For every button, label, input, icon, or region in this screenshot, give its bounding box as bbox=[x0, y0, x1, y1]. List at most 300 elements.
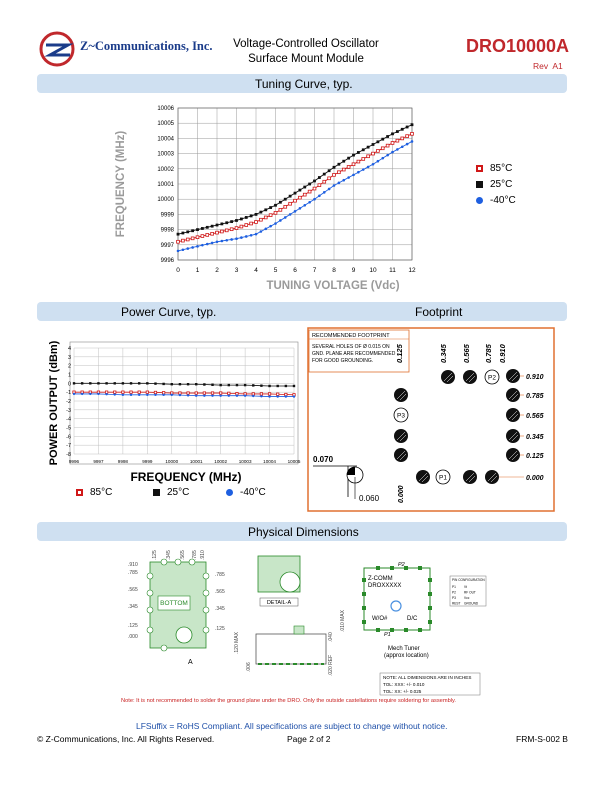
power-point bbox=[293, 395, 295, 397]
tuning-x-tick: 5 bbox=[273, 267, 278, 274]
power-y-tick: -4 bbox=[66, 416, 71, 423]
detail-a-label: DETAIL-A bbox=[266, 600, 292, 606]
tuning-point bbox=[196, 228, 199, 231]
power-point bbox=[138, 391, 140, 393]
power-point bbox=[203, 395, 205, 397]
origin-dim: 0.000 bbox=[398, 485, 405, 503]
castellation bbox=[362, 592, 366, 596]
pin-config-function: Vt bbox=[464, 585, 468, 589]
tuning-point bbox=[372, 163, 375, 166]
tuning-point bbox=[308, 201, 311, 204]
tuning-point bbox=[337, 163, 340, 166]
tuning-point bbox=[298, 189, 301, 192]
tuning-point bbox=[235, 219, 238, 222]
power-point bbox=[179, 392, 181, 394]
compliance-note: LFSuffix = RoHS Compliant. All specifications are subject to change without notice. bbox=[136, 721, 448, 731]
tuning-point bbox=[333, 184, 336, 187]
castellation bbox=[147, 627, 153, 633]
tuning-point bbox=[289, 202, 292, 205]
tuning-point bbox=[177, 233, 180, 236]
castellation bbox=[428, 620, 432, 624]
tuning-point bbox=[274, 222, 277, 225]
side-dim-height: .120 MAX bbox=[234, 632, 240, 654]
footprint-box-title: RECOMMENDED FOOTPRINT bbox=[312, 333, 390, 339]
power-point bbox=[252, 384, 254, 386]
footprint-box-note: SEVERAL HOLES OF Ø 0.015 ON GND. PLANE ARE RECOMMENDED FOR GOOD GROUNDING. bbox=[312, 344, 396, 364]
power-point bbox=[268, 385, 270, 387]
power-point bbox=[179, 383, 181, 385]
castellation bbox=[390, 566, 394, 570]
power-point bbox=[146, 394, 148, 396]
tuning-y-tick: 10000 bbox=[157, 197, 174, 204]
top-view-dc: D/C bbox=[407, 616, 418, 622]
svg-text:.785: .785 bbox=[192, 550, 198, 560]
tuning-point bbox=[230, 238, 233, 241]
tolerance-line-0: NOTE: ALL DIMENSIONS ARE IN INCHES bbox=[383, 675, 472, 680]
tuning-point bbox=[225, 239, 228, 242]
tuning-point bbox=[411, 123, 414, 126]
top-dim-0565: 0.565 bbox=[462, 344, 471, 363]
power-point bbox=[122, 391, 124, 393]
corner-dim-b: 0.060 bbox=[359, 494, 380, 503]
power-point bbox=[105, 393, 107, 395]
tuning-point bbox=[313, 180, 316, 183]
tuning-point bbox=[376, 150, 379, 153]
pad-p1 bbox=[436, 470, 450, 484]
power-y-tick: -3 bbox=[66, 407, 71, 414]
tuning-point bbox=[269, 206, 272, 209]
tuning-point bbox=[294, 210, 297, 213]
tuning-point bbox=[289, 213, 292, 216]
power-point bbox=[114, 391, 116, 393]
power-point bbox=[81, 382, 83, 384]
physical-dimensions-band bbox=[37, 522, 567, 541]
power-x-tick: 9997 bbox=[93, 459, 104, 464]
tuning-x-axis-title: TUNING VOLTAGE (Vdc) bbox=[266, 280, 400, 292]
power-point bbox=[219, 392, 221, 394]
tuning-x-tick: 3 bbox=[234, 267, 239, 274]
svg-text:.910: .910 bbox=[128, 562, 138, 568]
top-view-wo: W/O# bbox=[372, 616, 388, 622]
castellation bbox=[376, 566, 380, 570]
right-dim-0125: 0.125 bbox=[526, 453, 544, 460]
hot-marker-icon bbox=[76, 489, 83, 496]
power-point bbox=[277, 393, 279, 395]
tuning-point bbox=[182, 248, 185, 251]
tuning-point bbox=[342, 179, 345, 182]
power-point bbox=[162, 394, 164, 396]
tolerance-line-2: TOL: XX: +/- 0.025 bbox=[383, 689, 422, 694]
power-point bbox=[236, 395, 238, 397]
tuning-point bbox=[396, 130, 399, 133]
power-point bbox=[244, 395, 246, 397]
room-marker-icon bbox=[476, 181, 483, 188]
power-y-tick: -2 bbox=[66, 399, 71, 405]
power-y-tick: 4 bbox=[67, 346, 71, 352]
tuning-point bbox=[381, 157, 384, 160]
tuning-point bbox=[294, 199, 297, 202]
tuning-point bbox=[386, 154, 389, 157]
tuner-dim-max: .010 MAX bbox=[340, 610, 346, 632]
top-view-brand: Z-COMM bbox=[368, 576, 393, 582]
tuning-point bbox=[245, 216, 248, 219]
tuning-point bbox=[206, 226, 209, 229]
right-dim-0345: 0.345 bbox=[526, 434, 544, 441]
power-point bbox=[285, 393, 287, 395]
mech-tuner-sublabel: (approx location) bbox=[384, 653, 429, 659]
castellation bbox=[203, 573, 209, 579]
svg-text:P3: P3 bbox=[397, 412, 405, 420]
power-y-tick: -6 bbox=[66, 434, 71, 441]
tuning-point bbox=[216, 240, 219, 243]
tuning-y-tick: 9997 bbox=[160, 242, 174, 249]
tuning-x-tick: 0 bbox=[176, 267, 180, 274]
tuning-point bbox=[220, 223, 223, 226]
power-x-tick: 10003 bbox=[238, 459, 252, 464]
tuning-point bbox=[337, 171, 340, 174]
tuning-point bbox=[411, 132, 414, 135]
detail-ref: A bbox=[188, 659, 193, 666]
power-point bbox=[244, 384, 246, 386]
tuning-point bbox=[269, 225, 272, 228]
power-point bbox=[114, 393, 116, 395]
footprint-heading: Footprint bbox=[415, 305, 463, 319]
tuning-point bbox=[328, 177, 331, 180]
power-y-tick: -8 bbox=[66, 452, 71, 458]
tuning-x-tick: 11 bbox=[389, 267, 396, 274]
tuning-point bbox=[294, 192, 297, 195]
power-point bbox=[146, 382, 148, 384]
tuning-point bbox=[255, 221, 258, 224]
tuning-point bbox=[396, 148, 399, 151]
svg-text:.125: .125 bbox=[152, 550, 158, 560]
power-x-tick: 10002 bbox=[214, 459, 228, 464]
tuning-legend-25c: 25°C bbox=[476, 179, 512, 190]
tuning-point bbox=[284, 205, 287, 208]
tuning-point bbox=[264, 216, 267, 219]
pad-p3 bbox=[394, 408, 408, 422]
physical-dimensions-heading: Physical Dimensions bbox=[248, 525, 359, 539]
tuning-point bbox=[181, 239, 184, 242]
tuning-point bbox=[357, 151, 360, 154]
tuning-point bbox=[235, 237, 238, 240]
castellation bbox=[203, 590, 209, 596]
right-dim-0910: 0.910 bbox=[526, 374, 544, 381]
power-point bbox=[187, 394, 189, 396]
castellation bbox=[203, 607, 209, 613]
tuning-point bbox=[328, 188, 331, 191]
power-point bbox=[277, 395, 279, 397]
tuning-point bbox=[245, 224, 248, 227]
power-y-tick: 2 bbox=[67, 363, 71, 370]
tuning-point bbox=[411, 140, 414, 143]
power-point bbox=[219, 384, 221, 386]
tuning-point bbox=[401, 128, 404, 131]
pin-config-title: PIN CONFIGURATION bbox=[452, 578, 485, 582]
power-x-tick: 9996 bbox=[68, 459, 80, 464]
tuning-curve-band bbox=[37, 74, 567, 93]
tuning-point bbox=[338, 182, 341, 185]
tuning-point bbox=[406, 135, 409, 138]
tuning-point bbox=[264, 228, 267, 231]
tuning-point bbox=[347, 166, 350, 169]
power-point bbox=[293, 385, 295, 387]
tuning-y-tick: 10003 bbox=[157, 151, 174, 158]
tuning-x-tick: 9 bbox=[351, 267, 356, 274]
tuning-point bbox=[367, 155, 370, 158]
cold-marker-icon bbox=[226, 489, 233, 496]
tuning-x-tick: 1 bbox=[195, 267, 200, 274]
tuning-x-tick: 8 bbox=[332, 267, 336, 274]
svg-text:.125: .125 bbox=[215, 626, 225, 632]
svg-text:.565: .565 bbox=[128, 587, 138, 593]
power-point bbox=[154, 394, 156, 396]
logo-icon bbox=[38, 30, 76, 68]
tuning-point bbox=[284, 198, 287, 201]
svg-text:.565: .565 bbox=[215, 589, 225, 595]
power-x-axis-title: FREQUENCY (MHz) bbox=[130, 470, 242, 484]
power-legend-25c: 25°C bbox=[153, 487, 189, 498]
tuning-point bbox=[406, 126, 409, 129]
svg-text:.565: .565 bbox=[180, 550, 186, 560]
power-point bbox=[228, 395, 230, 397]
power-point bbox=[171, 383, 173, 385]
tuning-y-tick: 9996 bbox=[160, 258, 174, 264]
right-dim-0565: 0.565 bbox=[526, 413, 544, 420]
power-y-axis-title: POWER OUTPUT (dBm) bbox=[48, 340, 60, 466]
tuning-point bbox=[230, 220, 233, 223]
tuning-point bbox=[347, 157, 350, 160]
power-point bbox=[195, 392, 197, 394]
tuning-point bbox=[196, 245, 199, 248]
tuning-point bbox=[245, 235, 248, 238]
power-y-tick: 0 bbox=[67, 381, 71, 388]
castellation bbox=[161, 645, 167, 651]
pin-config-pin: P1 bbox=[452, 585, 456, 589]
power-x-tick: 10004 bbox=[263, 459, 276, 464]
tuning-point bbox=[269, 214, 272, 217]
tuning-point bbox=[240, 225, 243, 228]
tuning-point bbox=[191, 237, 194, 240]
tuning-point bbox=[201, 227, 204, 230]
power-point bbox=[130, 382, 132, 384]
tuning-point bbox=[352, 154, 355, 157]
pin-config-function: RF OUT bbox=[464, 590, 476, 595]
tuning-point bbox=[367, 146, 370, 149]
svg-text:.345: .345 bbox=[128, 604, 138, 610]
castellation bbox=[147, 573, 153, 579]
power-curve-chart bbox=[40, 330, 302, 486]
castellation bbox=[428, 606, 432, 610]
tuning-point bbox=[201, 244, 204, 247]
power-point bbox=[73, 382, 75, 384]
castellation bbox=[362, 606, 366, 610]
power-point bbox=[219, 395, 221, 397]
power-point bbox=[252, 393, 254, 395]
top-view bbox=[362, 562, 432, 659]
tuning-point bbox=[323, 173, 326, 176]
tuning-point bbox=[240, 218, 243, 221]
corner-dim-a: 0.070 bbox=[313, 455, 334, 464]
physical-dimensions-drawing bbox=[118, 546, 494, 712]
power-point bbox=[236, 392, 238, 394]
power-point bbox=[122, 394, 124, 396]
power-x-tick: 9998 bbox=[117, 459, 129, 464]
power-point bbox=[260, 384, 262, 386]
tuning-point bbox=[372, 143, 375, 146]
tuning-x-tick: 4 bbox=[254, 267, 258, 274]
tuning-point bbox=[259, 211, 262, 214]
tuning-point bbox=[381, 138, 384, 141]
castellation bbox=[418, 566, 422, 570]
tuning-point bbox=[177, 240, 180, 243]
tuning-point bbox=[367, 166, 370, 169]
castellation bbox=[362, 620, 366, 624]
power-point bbox=[73, 393, 75, 395]
physical-note: Note: It is not recommended to solder the ground plane under the DRO. Only the outside castellations require soldering for assembly. bbox=[121, 698, 457, 704]
tuning-point bbox=[318, 176, 321, 179]
room-marker-icon bbox=[153, 489, 160, 496]
tuning-point bbox=[342, 168, 345, 171]
svg-text:.345: .345 bbox=[215, 606, 225, 612]
revision: Rev A1 bbox=[533, 61, 563, 71]
tuning-point bbox=[323, 191, 326, 194]
company-name: Z~Communications, Inc. bbox=[80, 39, 213, 53]
tuning-point bbox=[235, 227, 238, 230]
power-point bbox=[268, 393, 270, 395]
power-point bbox=[114, 382, 116, 384]
cold-marker-icon bbox=[476, 197, 483, 204]
svg-text:P2: P2 bbox=[488, 374, 496, 382]
tuning-x-tick: 7 bbox=[312, 267, 317, 274]
power-point bbox=[89, 393, 91, 395]
header-title-line1: Voltage-Controlled Oscillator bbox=[233, 38, 379, 50]
tuning-point bbox=[186, 230, 189, 233]
tuning-point bbox=[220, 230, 223, 233]
tuner-dim-ref: .020 REF bbox=[328, 654, 334, 676]
power-point bbox=[105, 391, 107, 393]
tuning-point bbox=[250, 234, 253, 237]
castellation bbox=[362, 578, 366, 582]
tuning-point bbox=[230, 228, 233, 231]
tuning-y-tick: 10004 bbox=[157, 136, 174, 143]
power-point bbox=[130, 391, 132, 393]
tuning-point bbox=[279, 208, 282, 211]
power-point bbox=[171, 394, 173, 396]
tuning-point bbox=[181, 232, 184, 235]
power-point bbox=[162, 383, 164, 385]
castellation bbox=[203, 627, 209, 633]
tuning-point bbox=[406, 143, 409, 146]
tuning-point bbox=[279, 219, 282, 222]
pin-config-pin: P3 bbox=[452, 596, 456, 600]
tuning-point bbox=[381, 147, 384, 150]
tuning-point bbox=[250, 222, 253, 225]
tuning-point bbox=[303, 193, 306, 196]
pin-config-function: Vcc bbox=[464, 596, 470, 600]
power-x-tick: 9999 bbox=[142, 459, 153, 464]
tuning-point bbox=[352, 163, 355, 166]
power-point bbox=[97, 393, 99, 395]
tuning-point bbox=[299, 207, 302, 210]
power-point bbox=[211, 384, 213, 386]
top-view-p2: P2 bbox=[398, 562, 405, 568]
power-y-tick: -1 bbox=[66, 390, 71, 397]
power-point bbox=[211, 395, 213, 397]
tuning-y-axis-title: FREQUENCY (MHz) bbox=[115, 130, 127, 238]
tuning-point bbox=[333, 173, 336, 176]
tuning-point bbox=[376, 140, 379, 143]
bottom-view bbox=[128, 550, 225, 666]
power-point bbox=[195, 395, 197, 397]
power-point bbox=[187, 383, 189, 385]
power-point bbox=[268, 395, 270, 397]
power-point bbox=[122, 382, 124, 384]
power-point bbox=[228, 392, 230, 394]
tuning-x-tick: 6 bbox=[293, 267, 297, 274]
tuning-point bbox=[201, 235, 204, 238]
tuning-point bbox=[318, 184, 321, 187]
top-dim-0785: 0.785 bbox=[484, 344, 493, 363]
tuning-point bbox=[255, 233, 258, 236]
power-y-tick: -7 bbox=[66, 443, 71, 450]
tuning-point bbox=[362, 148, 365, 151]
power-point bbox=[236, 384, 238, 386]
tuning-point bbox=[216, 224, 219, 227]
castellation bbox=[147, 607, 153, 613]
pin-config-pin: REST bbox=[452, 601, 461, 606]
svg-text:.785: .785 bbox=[215, 572, 225, 578]
copyright: © Z-Communications, Inc. All Rights Reserved. bbox=[37, 734, 215, 744]
tuning-point bbox=[250, 215, 253, 218]
side-view bbox=[234, 609, 346, 676]
top-dim-0125: 0.125 bbox=[395, 344, 404, 363]
tuning-point bbox=[264, 208, 267, 211]
svg-text:.785: .785 bbox=[128, 570, 138, 576]
top-view-p1: P1 bbox=[384, 632, 391, 638]
pin-config-pin: P2 bbox=[452, 590, 456, 595]
tuning-point bbox=[308, 183, 311, 186]
castellation bbox=[428, 592, 432, 596]
power-point bbox=[179, 394, 181, 396]
castellation bbox=[418, 628, 422, 632]
power-point bbox=[285, 395, 287, 397]
tuning-point bbox=[401, 145, 404, 148]
hot-marker-icon bbox=[476, 165, 483, 172]
tuning-point bbox=[396, 139, 399, 142]
power-x-tick: 10005 bbox=[287, 459, 301, 464]
tuning-legend-minus40c: -40°C bbox=[476, 195, 516, 206]
tuning-point bbox=[303, 186, 306, 189]
bottom-left-dims bbox=[128, 562, 138, 640]
tuning-point bbox=[225, 229, 228, 232]
power-point bbox=[203, 392, 205, 394]
tuning-x-tick: 2 bbox=[215, 267, 219, 274]
tuning-point bbox=[357, 171, 360, 174]
svg-text:.125: .125 bbox=[128, 623, 138, 629]
tuning-point bbox=[191, 229, 194, 232]
tuning-point bbox=[289, 195, 292, 198]
tuning-point bbox=[216, 231, 219, 234]
tuning-point bbox=[357, 160, 360, 163]
power-y-tick: 1 bbox=[67, 372, 71, 379]
tuning-point bbox=[362, 168, 365, 171]
tuning-point bbox=[240, 236, 243, 239]
tuning-point bbox=[318, 194, 321, 197]
tuning-point bbox=[255, 213, 258, 216]
tuning-y-tick: 10006 bbox=[157, 106, 174, 112]
tuning-point bbox=[386, 135, 389, 138]
